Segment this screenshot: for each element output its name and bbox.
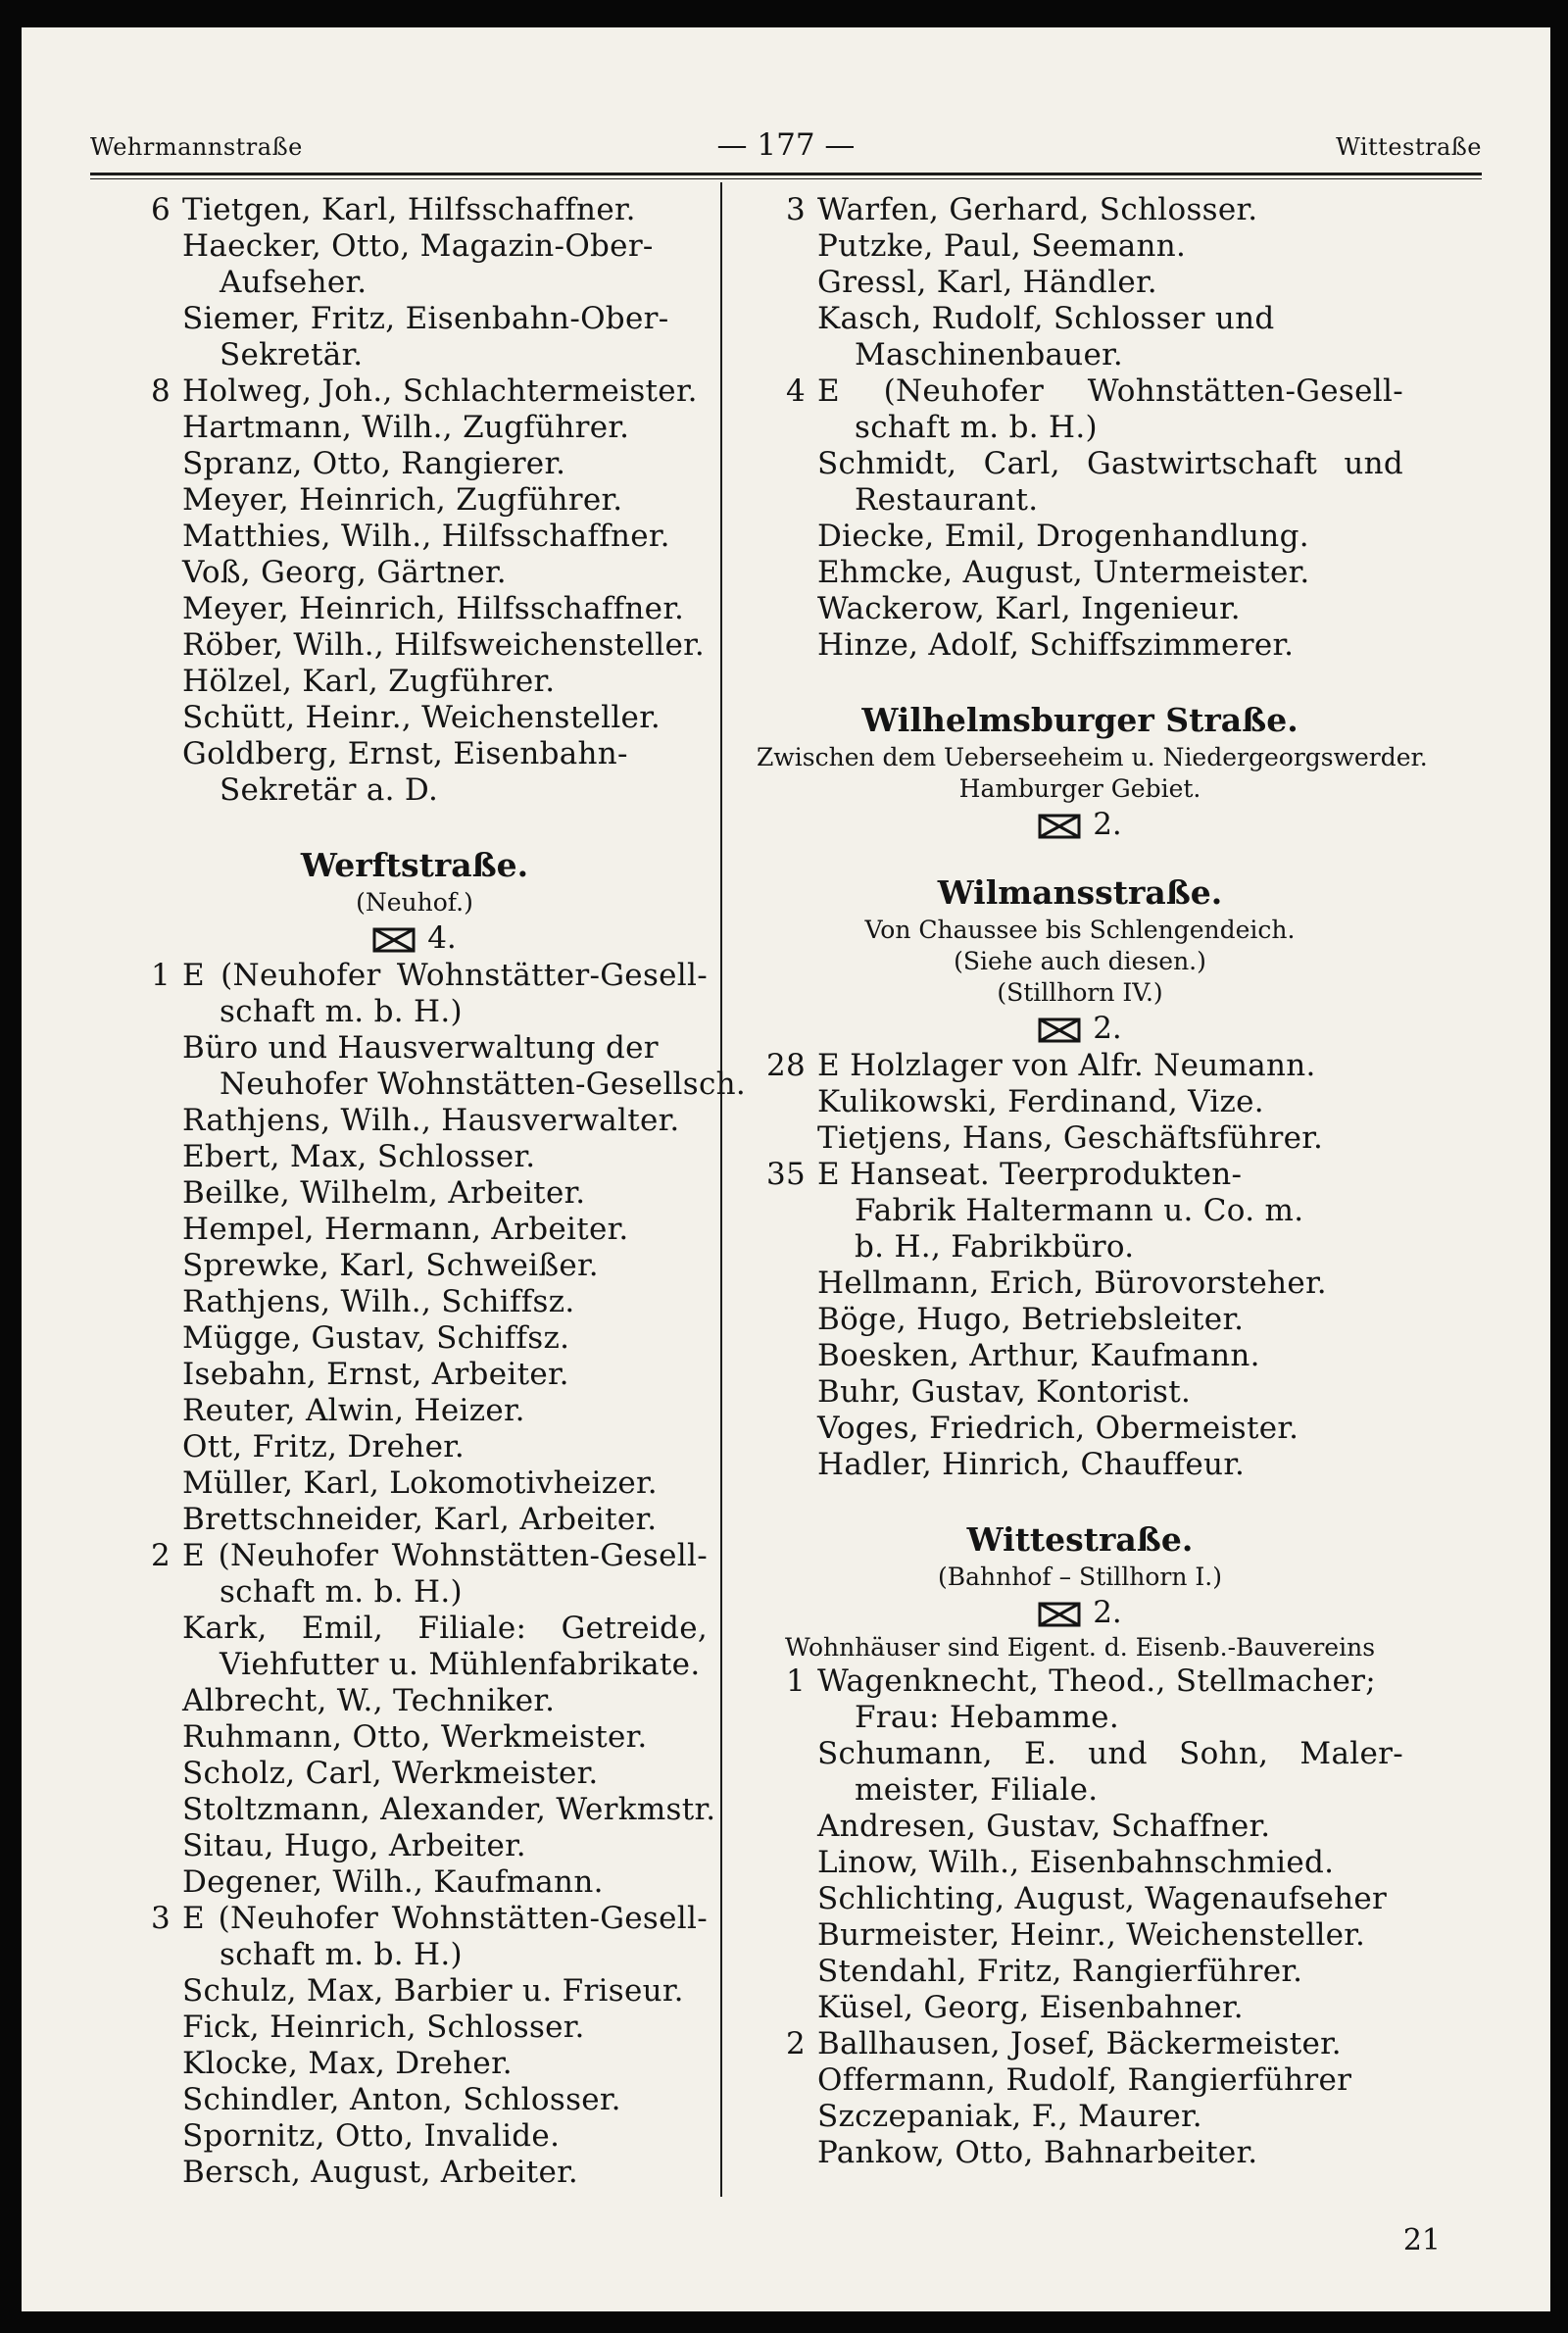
directory-line — [122, 1139, 708, 1175]
directory-line — [757, 1084, 1403, 1120]
directory-line — [122, 1175, 708, 1212]
directory-line — [122, 1864, 708, 1901]
resident-entry: E (Neuhofer Wohnstätten-Gesell- — [182, 1901, 708, 1936]
resident-entry: Warfen, Gerhard, Schlosser. — [817, 192, 1258, 227]
postal-district — [757, 1009, 1403, 1048]
postal-district-number: 4. — [427, 920, 457, 956]
spacer — [757, 664, 1403, 699]
directory-line — [122, 591, 708, 627]
house-number: 3 — [150, 1901, 171, 1936]
directory-line — [122, 1502, 708, 1538]
resident-entry: Hempel, Hermann, Arbeiter. — [182, 1212, 629, 1247]
resident-entry: Spranz, Otto, Rangierer. — [182, 446, 566, 481]
directory-line — [122, 736, 708, 772]
resident-entry: Sprewke, Karl, Schweißer. — [182, 1248, 599, 1283]
street-heading: Wittestraße. — [966, 1520, 1194, 1559]
resident-entry: Andresen, Gustav, Schaffner. — [817, 1809, 1271, 1844]
directory-line — [122, 1212, 708, 1248]
resident-entry: Hinze, Adolf, Schiffszimmerer. — [817, 627, 1295, 663]
directory-line — [122, 1320, 708, 1357]
resident-entry: Haecker, Otto, Magazin-Ober- — [182, 228, 654, 264]
entry-continuation: Frau: Hebamme. — [855, 1700, 1119, 1735]
resident-entry: Offermann, Rudolf, Rangierführer — [817, 2062, 1352, 2098]
directory-line — [122, 1574, 708, 1611]
page-number: — 177 — — [716, 127, 856, 163]
directory-page — [22, 27, 1550, 2311]
directory-line — [757, 519, 1403, 555]
directory-line — [122, 228, 708, 265]
directory-line — [122, 994, 708, 1030]
house-number: 1 — [150, 958, 171, 993]
running-header — [90, 118, 1482, 167]
resident-entry: Ruhmann, Otto, Werkmeister. — [182, 1719, 648, 1755]
house-number: 28 — [765, 1048, 806, 1083]
house-number: 3 — [785, 192, 806, 227]
directory-line — [122, 1538, 708, 1574]
entry-continuation: schaft m. b. H.) — [220, 1937, 463, 1972]
directory-line — [757, 1229, 1403, 1266]
street-note: Von Chaussee bis Schlengendeich. — [864, 916, 1296, 944]
resident-entry: Ott, Fritz, Dreher. — [182, 1429, 466, 1464]
entry-continuation: schaft m. b. H.) — [220, 994, 463, 1029]
directory-line — [122, 2118, 708, 2155]
directory-line — [757, 410, 1403, 446]
street-note: Wohnhäuser sind Eigent. d. Eisenb.-Bauvereins — [784, 1633, 1376, 1662]
directory-line — [122, 1248, 708, 1284]
resident-entry: Röber, Wilh., Hilfsweichensteller. — [182, 627, 706, 663]
directory-line — [757, 1374, 1403, 1411]
resident-entry: Burmeister, Heinr., Weichensteller. — [817, 1917, 1366, 1953]
header-rule-thin — [90, 178, 1482, 179]
directory-line — [122, 2155, 708, 2191]
entry-continuation: b. H., Fabrikbüro. — [855, 1229, 1135, 1265]
resident-entry: Scholz, Carl, Werkmeister. — [182, 1756, 599, 1791]
directory-line — [757, 1048, 1403, 1084]
directory-line — [757, 337, 1403, 373]
resident-entry: Stendahl, Fritz, Rangierführer. — [817, 1954, 1303, 1989]
directory-line — [757, 1447, 1403, 1483]
entry-continuation: schaft m. b. H.) — [855, 410, 1098, 445]
directory-line — [122, 2010, 708, 2046]
house-number: 2 — [785, 2026, 806, 2061]
resident-entry: Isebahn, Ernst, Arbeiter. — [182, 1357, 569, 1392]
directory-line — [757, 591, 1403, 627]
directory-line — [122, 373, 708, 410]
resident-entry: Linow, Wilh., Eisenbahnschmied. — [817, 1845, 1335, 1880]
resident-entry: Brettschneider, Karl, Arbeiter. — [182, 1502, 658, 1537]
postal-district — [757, 805, 1403, 844]
entry-continuation: Neuhofer Wohnstätten-Gesellsch. — [220, 1067, 747, 1102]
street-note: Hamburger Gebiet. — [958, 774, 1201, 803]
resident-entry: Rathjens, Wilh., Hausverwalter. — [182, 1103, 680, 1138]
entry-continuation: Maschinenbauer. — [855, 337, 1124, 372]
directory-line — [757, 192, 1403, 228]
house-number: 4 — [785, 373, 806, 409]
directory-line — [122, 265, 708, 301]
street-heading: Wilhelmsburger Straße. — [861, 701, 1298, 739]
resident-entry: Hellmann, Erich, Bürovorsteher. — [817, 1266, 1327, 1301]
directory-line — [122, 772, 708, 809]
resident-entry: Hadler, Hinrich, Chauffeur. — [817, 1447, 1246, 1482]
directory-line — [757, 301, 1403, 337]
directory-line — [122, 482, 708, 519]
resident-entry: Rathjens, Wilh., Schiffsz. — [182, 1284, 575, 1319]
directory-line — [757, 2062, 1403, 2099]
directory-line — [122, 1357, 708, 1393]
resident-entry: Gressl, Karl, Händler. — [817, 265, 1157, 300]
resident-entry: Wackerow, Karl, Ingenieur. — [817, 591, 1241, 626]
directory-line — [757, 1663, 1403, 1700]
directory-line — [122, 1973, 708, 2010]
entry-continuation: Sekretär. — [220, 337, 364, 372]
resident-entry: Boesken, Arthur, Kaufmann. — [817, 1338, 1260, 1373]
street-heading: Werftstraße. — [300, 846, 529, 884]
resident-entry: Sitau, Hugo, Arbeiter. — [182, 1828, 526, 1863]
resident-entry: Schütt, Heinr., Weichensteller. — [182, 700, 662, 735]
resident-entry: Stoltzmann, Alexander, Werkmstr. — [182, 1792, 716, 1827]
entry-continuation: Aufseher. — [220, 265, 368, 300]
resident-entry: Kark, Emil, Filiale: Getreide, — [182, 1611, 708, 1646]
resident-entry: Schulz, Max, Barbier u. Friseur. — [182, 1973, 684, 2009]
directory-line — [757, 1917, 1403, 1954]
resident-entry: Ebert, Max, Schlosser. — [182, 1139, 536, 1174]
postal-district — [757, 1593, 1403, 1632]
resident-entry: Spornitz, Otto, Invalide. — [182, 2118, 561, 2154]
entry-continuation: schaft m. b. H.) — [220, 1574, 463, 1610]
directory-line — [757, 1881, 1403, 1917]
header-rule-thick — [90, 173, 1482, 175]
resident-entry: Bersch, August, Arbeiter. — [182, 2155, 579, 2190]
street-note: (Siehe auch diesen.) — [954, 947, 1206, 975]
resident-entry: Schumann, E. und Sohn, Maler- — [817, 1736, 1403, 1771]
house-number: 35 — [765, 1157, 806, 1192]
directory-line — [757, 373, 1403, 410]
directory-line — [757, 1120, 1403, 1157]
resident-entry: Meyer, Heinrich, Zugführer. — [182, 482, 623, 518]
directory-line — [757, 1302, 1403, 1338]
directory-line — [122, 1756, 708, 1792]
directory-line — [757, 1700, 1403, 1736]
directory-line — [757, 482, 1403, 519]
resident-entry: Matthies, Wilh., Hilfsschaffner. — [182, 519, 670, 554]
resident-entry: Schmidt, Carl, Gastwirtschaft und — [817, 446, 1403, 481]
directory-line — [122, 555, 708, 591]
resident-entry: Pankow, Otto, Bahnarbeiter. — [817, 2135, 1258, 2170]
directory-line — [757, 1411, 1403, 1447]
directory-line — [122, 1103, 708, 1139]
resident-entry: Hartmann, Wilh., Zugführer. — [182, 410, 630, 445]
resident-entry: Müller, Karl, Lokomotivheizer. — [182, 1465, 658, 1501]
resident-entry: Kulikowski, Ferdinand, Vize. — [817, 1084, 1264, 1119]
resident-entry: E (Neuhofer Wohnstätter-Gesell- — [182, 958, 708, 993]
directory-line — [122, 1284, 708, 1320]
entry-continuation: Sekretär a. D. — [220, 772, 439, 808]
resident-entry: Diecke, Emil, Drogenhandlung. — [817, 519, 1309, 554]
entry-continuation: Viehfutter u. Mühlenfabrikate. — [220, 1647, 701, 1682]
directory-line — [122, 2046, 708, 2082]
resident-entry: Meyer, Heinrich, Hilfsschaffner. — [182, 591, 685, 626]
directory-line — [122, 1429, 708, 1465]
spacer — [757, 1483, 1403, 1518]
directory-line — [757, 627, 1403, 664]
directory-line — [122, 1030, 708, 1067]
postal-district-number: 2. — [1093, 1595, 1122, 1630]
directory-line — [122, 958, 708, 994]
resident-entry: Reuter, Alwin, Heizer. — [182, 1393, 525, 1428]
directory-line — [757, 1736, 1403, 1772]
directory-line — [757, 1990, 1403, 2026]
directory-line — [757, 1809, 1403, 1845]
resident-entry: Böge, Hugo, Betriebsleiter. — [817, 1302, 1245, 1337]
directory-line — [122, 1647, 708, 1683]
resident-entry: Ballhausen, Josef, Bäckermeister. — [817, 2026, 1342, 2061]
directory-line — [122, 446, 708, 482]
left-column — [122, 192, 747, 2191]
directory-line — [122, 2082, 708, 2118]
directory-line — [757, 2026, 1403, 2062]
directory-line — [122, 1393, 708, 1429]
postal-district-number: 2. — [1093, 1011, 1122, 1046]
postal-envelope-icon — [372, 927, 416, 953]
directory-line — [757, 265, 1403, 301]
sheet-number: 21 — [1402, 2223, 1441, 2258]
resident-entry: Ehmcke, August, Untermeister. — [817, 555, 1310, 590]
resident-entry: Tietjens, Hans, Geschäftsführer. — [817, 1120, 1324, 1156]
directory-line — [122, 1792, 716, 1828]
resident-entry: E (Neuhofer Wohnstätten-Gesell- — [182, 1538, 708, 1573]
resident-entry: Fick, Heinrich, Schlosser. — [182, 2010, 585, 2045]
resident-entry: Tietgen, Karl, Hilfsschaffner. — [182, 192, 636, 227]
directory-line — [757, 2135, 1403, 2171]
resident-entry: Goldberg, Ernst, Eisenbahn- — [182, 736, 628, 771]
directory-line — [122, 1611, 708, 1647]
resident-entry: Hölzel, Karl, Zugführer. — [182, 664, 556, 699]
resident-entry: Buhr, Gustav, Kontorist. — [817, 1374, 1192, 1410]
spacer — [757, 844, 1403, 871]
postal-envelope-icon — [1038, 1602, 1081, 1627]
directory-line — [122, 1901, 708, 1937]
postal-envelope-icon — [1038, 1018, 1081, 1043]
directory-line — [757, 1338, 1403, 1374]
resident-entry: Voß, Georg, Gärtner. — [182, 555, 507, 590]
directory-line — [122, 1937, 708, 1973]
resident-entry: Klocke, Max, Dreher. — [182, 2046, 513, 2081]
directory-line — [757, 555, 1403, 591]
directory-line — [757, 2099, 1403, 2135]
directory-line — [122, 1828, 708, 1864]
right-column — [757, 192, 1428, 2171]
postal-district-number: 2. — [1093, 807, 1122, 842]
spacer — [122, 809, 708, 844]
postal-envelope-icon — [1038, 814, 1081, 839]
resident-entry: Schindler, Anton, Schlosser. — [182, 2082, 621, 2117]
house-number: 8 — [150, 373, 171, 409]
directory-line — [122, 1683, 708, 1719]
header-right-street: Wittestraße — [1336, 133, 1482, 161]
resident-entry: Voges, Friedrich, Obermeister. — [817, 1411, 1299, 1446]
directory-line — [122, 1067, 747, 1103]
resident-entry: Siemer, Fritz, Eisenbahn-Ober- — [182, 301, 669, 336]
directory-line — [122, 700, 708, 736]
resident-entry: Küsel, Georg, Eisenbahner. — [817, 1990, 1244, 2025]
directory-line — [122, 410, 708, 446]
directory-line — [122, 1719, 708, 1756]
directory-line — [757, 1157, 1403, 1193]
resident-entry: E Holzlager von Alfr. Neumann. — [817, 1048, 1316, 1083]
directory-line — [122, 301, 708, 337]
directory-line — [122, 337, 708, 373]
directory-line — [757, 1266, 1403, 1302]
resident-entry: Holweg, Joh., Schlachtermeister. — [182, 373, 698, 409]
directory-line — [757, 1845, 1403, 1881]
resident-entry: Beilke, Wilhelm, Arbeiter. — [182, 1175, 586, 1211]
directory-line — [757, 1772, 1403, 1809]
column-divider — [720, 182, 722, 2197]
directory-line — [757, 228, 1403, 265]
entry-continuation: Fabrik Haltermann u. Co. m. — [855, 1193, 1304, 1228]
resident-entry: Putzke, Paul, Seemann. — [817, 228, 1187, 264]
entry-continuation: Restaurant. — [855, 482, 1039, 518]
directory-line — [122, 192, 708, 228]
resident-entry: Albrecht, W., Techniker. — [182, 1683, 556, 1718]
directory-line — [757, 1954, 1403, 1990]
street-note: Zwischen dem Ueberseeheim u. Niedergeorgswerder. — [757, 743, 1428, 771]
postal-district — [122, 918, 708, 958]
street-note: (Neuhof.) — [356, 888, 473, 917]
resident-entry: Wagenknecht, Theod., Stellmacher; — [817, 1663, 1377, 1699]
resident-entry: Büro und Hausverwaltung der — [182, 1030, 659, 1066]
resident-entry: Schlichting, August, Wagenaufseher — [817, 1881, 1388, 1916]
house-number: 1 — [785, 1663, 806, 1699]
street-heading: Wilmansstraße. — [937, 873, 1223, 912]
directory-line — [757, 446, 1403, 482]
house-number: 2 — [150, 1538, 171, 1573]
street-note: (Bahnhof – Stillhorn I.) — [938, 1563, 1222, 1591]
resident-entry: Mügge, Gustav, Schiffsz. — [182, 1320, 570, 1356]
entry-continuation: meister, Filiale. — [855, 1772, 1099, 1808]
directory-line — [122, 1465, 708, 1502]
directory-line — [122, 664, 708, 700]
resident-entry: Degener, Wilh., Kaufmann. — [182, 1864, 604, 1900]
resident-entry: Kasch, Rudolf, Schlosser und — [817, 301, 1275, 336]
resident-entry: E (Neuhofer Wohnstätten-Gesell- — [817, 373, 1403, 409]
resident-entry: Szczepaniak, F., Maurer. — [817, 2099, 1202, 2134]
directory-line — [757, 1193, 1403, 1229]
directory-line — [122, 519, 708, 555]
house-number: 6 — [150, 192, 171, 227]
directory-line — [122, 627, 708, 664]
resident-entry: E Hanseat. Teerprodukten- — [817, 1157, 1243, 1192]
street-note: (Stillhorn IV.) — [997, 978, 1163, 1007]
header-left-street: Wehrmannstraße — [90, 133, 303, 161]
